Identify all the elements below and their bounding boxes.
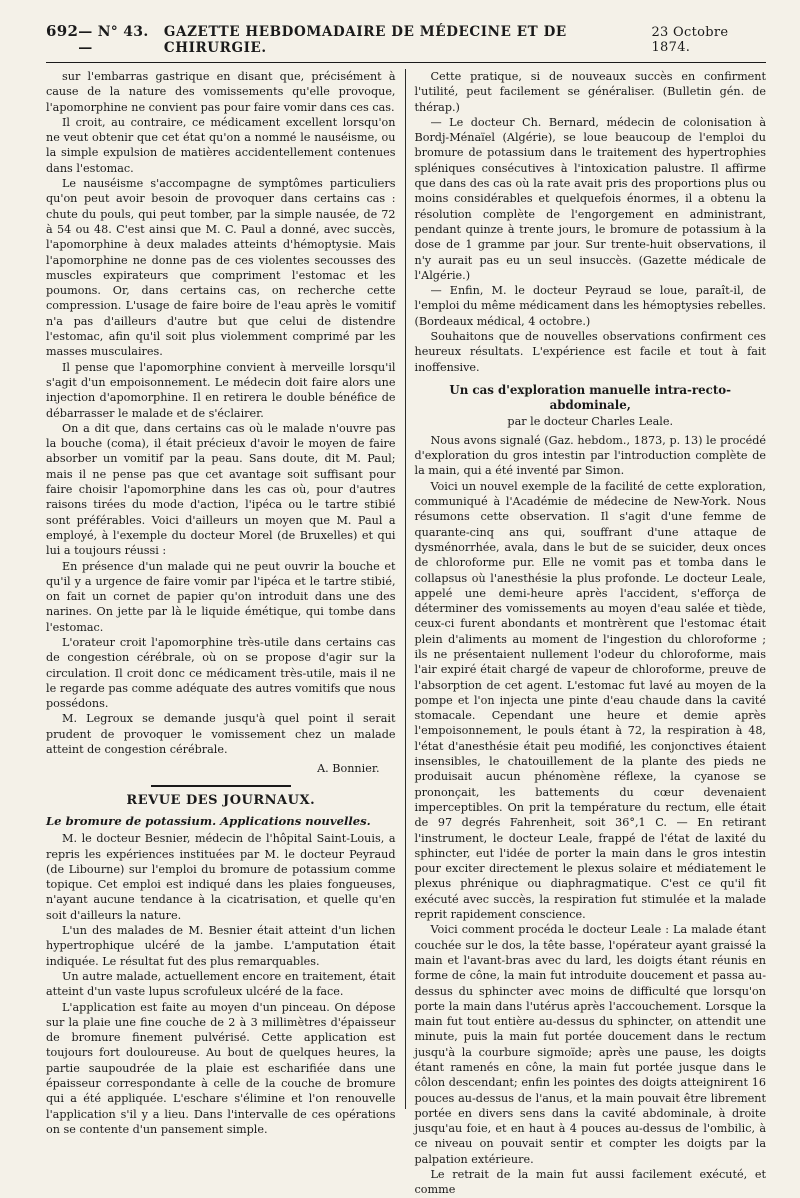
paragraph: — Enfin, M. le docteur Peyraud se loue, paraît-il, de l'emploi du même médicament dans les hémoptysies rebelles. (Bordeaux médical, 4 octobre.) [414,284,766,328]
paragraph: Le nauséisme s'accompagne de symptômes particuliers qu'on peut avoir besoin de provoquer dans certains cas : chute du pouls, qui peut tomber, par la simple nausée, de 72 à 54 ou 48. C'est ainsi que M. C. Paul a donné, avec succès, l'apomorphine à deux malades atteints d'hémoptysie. Mais l'apomorphine ne donne pas de ces violentes secousses des muscles expirateurs que compriment l'estomac et les poumons. Or, dans certains cas, on recherche cette compression. L'usage de faire boire de l'eau après le vomitif n'a pas d'ailleurs d'autre but que celui de distendre l'estomac, afin qu'il soit plus violemment comprimé par les masses musculaires. [46,177,396,359]
paragraph: — Le docteur Ch. Bernard, médecin de colonisation à Bordj-Ménaïel (Algérie), se loue beaucoup de l'emploi du bromure de potassium dans le traitement des hypertrophies spléniques consécutives à l'intoxication palustre. Il affirme que dans des cas où la rate avait pris des proportions plus ou moins considérables et quelquefois énormes, il a obtenu la résolution complète de l'engorgement en administrant, pendant quinze à trente jours, le bromure de potassium à la dose de 1 gramme par jour. Sur trente-huit observations, il n'y aurait pas eu un seul insuccès. (Gazette médicale de l'Algérie.) [414,115,766,282]
paragraph: En présence d'un malade qui ne peut ouvrir la bouche et qu'il y a urgence de faire vomir par l'ipéca et le tartre stibié, on fait un cornet de papier qu'on introduit dans une des narines. On jette par là le liquide émétique, qui tombe dans l'estomac. [46,559,396,634]
paragraph: Le retrait de la main fut aussi facilement exécuté, et comme [414,1168,766,1197]
journal-title: GAZETTE HEBDOMADAIRE DE MÉDECINE ET DE CHIRURGIE. [163,24,567,56]
section-divider [151,785,291,787]
paragraph: L'application est faite au moyen d'un pinceau. On dépose sur la plaie une fine couche de 2 à 3 millimètres d'épaisseur de bromure finement pulvérisé. Cette application est toujours fort douloureuse. Au bout de quelques heures, la partie saupoudrée de la plaie est escharifiée dans une épaisseur correspondante à celle de la couche de bromure qui a été appliquée. L'eschare s'élimine et l'on renouvelle l'application s'il y a lieu. Dans l'intervalle de ces opérations on se contente d'un pansement simple. [46,1000,396,1136]
paragraph: On a dit que, dans certains cas où le malade n'ouvre pas la bouche (coma), il était précieux d'avoir le moyen de faire absorber un vomitif par la peau. Sans doute, dit M. Paul; mais il ne pense pas que cet avantage soit suffisant pour faire choisir l'apomorphine dans les cas où, pour d'autres raisons tirées du mode d'action, l'ipéca ou le tartre stibié sont préférables. Voici d'ailleurs un moyen que M. Paul a employé, à l'exemple du docteur Morel (de Bruxelles) et qui lui a toujours réussi : [46,421,396,558]
paragraph: M. Legroux se demande jusqu'à quel point il serait prudent de provoquer le vomissement chez un malade atteint de congestion cérébrale. [46,712,396,757]
article-subheading: Le bromure de potassium. Applications nouvelles. [46,813,371,828]
section-title: REVUE DES JOURNAUX. [126,792,316,808]
left-column [46,69,405,1136]
paragraph: Un autre malade, actuellement encore en traitement, était atteint d'un vaste lupus scrofuleux ulcéré de la face. [46,969,396,999]
columns [46,69,766,1197]
paragraph: sur l'embarras gastrique en disant que, précisément à cause de la nature des vomissements qu'elle provoque, l'apomorphine ne convient pas pour faire vomir dans ces cas. [46,70,396,114]
paragraph: L'un des malades de M. Besnier était atteint d'un lichen hypertrophique ulcéré de la jambe. L'amputation était indiquée. Le résultat fut des plus remarquables. [46,924,396,968]
paragraph: Nous avons signalé (Gaz. hebdom., 1873, p. 13) le procédé d'exploration du gros intestin par l'introduction complète de la main, qui a été inventé par Simon. [414,433,766,478]
paragraph: Souhaitons que de nouvelles observations confirment ces heureux résultats. L'expérience est facile et tout à fait inoffensive. [414,330,766,374]
article-byline: par le docteur Charles Leale. [507,414,674,428]
paragraph: M. le docteur Besnier, médecin de l'hôpital Saint-Louis, a repris les expériences instituées par M. le docteur Peyraud (de Libourne) sur l'emploi du bromure de potassium comme topique. Cet emploi est indiqué dans les plaies fongueuses, n'ayant aucune tendance à la cicatrisation, et quelle qu'en soit d'ailleurs la nature. [46,832,396,922]
paragraph: Il pense que l'apomorphine convient à merveille lorsqu'il s'agit d'un empoisonnement. Le médecin doit faire alors une injection d'apomorphine. Il en retirera le double bénéfice de débarrasser le malade et de s'éclairer. [46,360,396,420]
right-column [405,69,767,1197]
issue-number: — N° 43. — [78,24,149,56]
article-subheading: Un cas d'exploration manuelle intra-recto-abdominale, [449,382,732,413]
paragraph: Cette pratique, si de nouveaux succès en confirment l'utilité, peut facilement se généraliser. (Bulletin gén. de thérap.) [414,70,766,114]
page-header [46,22,766,63]
author-signature: A. Bonnier. [317,762,380,776]
paragraph: Voici comment procéda le docteur Leale : La malade étant couchée sur le dos, la tête basse, l'opérateur ayant graissé la main et l'avant-bras avec du lard, les doigts étant réunis en forme de cône, la main fut introduite doucement et passa au-dessus du sphincter avec moins de difficulté que lorsqu'on porte la main dans l'utérus après l'accouchement. Lorsque la main fut tout entière au-dessus du sphincter, on attendit une minute, puis la main fut portée doucement dans le rectum jusqu'à la courbure sigmoïde; après une pause, les doigts étant ramenés en cône, la main fut portée jusque dans le côlon descendant; enfin les pointes des doigts atteignirent 16 pouces au-dessus de l'anus, et la main pouvait être librement portée en divers sens dans la cavité abdominale, à droite jusqu'au foie, et en haut à 4 pouces au-dessus de l'ombilic, à ce niveau on pouvait sentir et compter les doigts par la palpation extérieure. [414,923,766,1166]
paragraph: Voici un nouvel exemple de la facilité de cette exploration, communiqué à l'Académie de médecine de New-York. Nous résumons cette observation. Il s'agit d'une femme de quarante-cinq ans qui, souffrant d'une attaque de dysménorrhée, avala, dans le but de se suicider, deux onces de chloroforme pur. Elle ne vomit pas et tomba dans le collapsus où l'anesthésie la plus profonde. Le docteur Leale, appelé une demi-heure après l'accident, s'efforça de déterminer des vomissements au moyen d'eau salée et tiède, ceux-ci furent abondants et montrèrent que l'estomac était plein d'aliments au moment de l'ingestion du chloroforme ; ils ne présentaient nullement l'odeur du chloroforme, mais l'air expiré était chargé de vapeur de chloroforme, preuve de l'absorption de cet agent. L'estomac fut lavé au moyen de la pompe et l'on injecta une pinte d'eau chaude dans la cavité stomacale. Cependant une heure et demie après l'empoisonnement, le pouls étant à 72, la respiration à 48, l'état d'anesthésie était peu modifié, les conjonctives étaient insensibles, le chatouillement de la plante des pieds ne produisait aucun phénomène réflexe, la cyanose se prononçait, les battements du cœur devenaient imperceptibles. On prit la température du rectum, elle était de 97 degrés Fahrenheit, soit 36°,1 C. — En retirant l'instrument, le docteur Leale, frappé de l'état de laxité du sphincter, eut l'idée de porter la main dans le gros intestin pour exciter directement le plexus solaire et médiatement le plexus phrénique ou diaphragmatique. C'est ce qu'il fit exécuté avec succès, la respiration fut stimulée et la malade reprit rapidement conscience. [414,479,766,922]
issue-date: 23 Octobre 1874. [651,25,729,55]
paragraph: Il croit, au contraire, ce médicament excellent lorsqu'on ne veut obtenir que cet état qu'on a nommé le nauséisme, ou la simple expulsion de matières accidentellement contenues dans l'estomac. [46,115,396,175]
page-number: 692 [46,22,79,40]
paragraph: L'orateur croit l'apomorphine très-utile dans certains cas de congestion cérébrale, où on se propose d'agir sur la circulation. Il croit donc ce médicament très-utile, mais il ne le regarde pas comme adéquate des autres vomitifs que nous possédons. [46,635,396,711]
